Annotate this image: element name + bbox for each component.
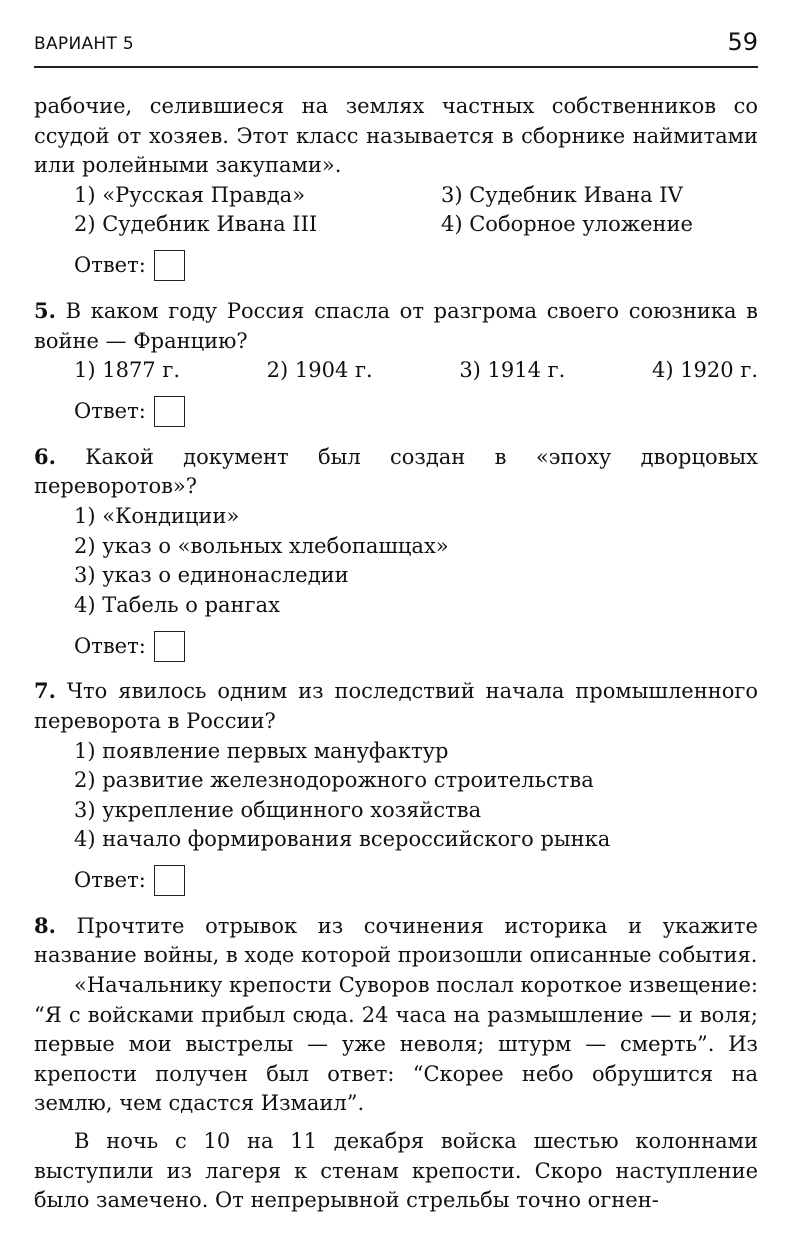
question-text: Прочтите отрывок из сочинения историка и укажите название войны, в ходе которой произошли описанные события. (34, 913, 758, 968)
option: 4) Табель о рангах (74, 592, 280, 617)
q6-options (34, 502, 758, 620)
answer-box[interactable] (154, 865, 185, 896)
intro-text: рабочие, селившиеся на землях частных собственников со ссудой от хозяев. Этот класс называется в сборнике наймитами или ролейными закупами». (34, 94, 758, 178)
answer-row (74, 392, 758, 432)
option: 1) «Русская Правда» (74, 182, 306, 207)
option: 3) Судебник Ивана IV (441, 182, 683, 207)
option: 3) 1914 г. (459, 358, 566, 383)
option: 3) указ о единонаследии (74, 563, 349, 588)
passage-paragraph: «Начальнику крепости Суворов послал короткое извещение: “Я с войсками прибыл сюда. 24 часа на размышление — и воля; первые мои выстрелы — уже неволя; штурм — смерть”. Из крепости получен был ответ: “Скорее небо обрушится на землю, чем сдастся Измаил”. (34, 973, 758, 1116)
answer-row (74, 861, 758, 901)
question-number: 8. (34, 912, 56, 938)
question-5 (34, 296, 758, 356)
option: 4) 1920 г. (651, 358, 758, 383)
option: 4) Соборное уложение (441, 212, 693, 237)
option: 2) указ о «вольных хлебопашцах» (74, 533, 449, 558)
question-text: Что явилось одним из последствий начала промышленного переворота в России? (34, 679, 758, 733)
intro-options (34, 181, 758, 240)
option: 1) 1877 г. (74, 358, 181, 383)
question-6 (34, 442, 758, 502)
question-8 (34, 911, 758, 971)
question-number: 6. (34, 443, 56, 469)
page-header (34, 22, 758, 68)
option: 1) «Кондиции» (74, 503, 240, 528)
answer-box[interactable] (154, 250, 185, 281)
passage-paragraph: В ночь с 10 на 11 декабря войска шестью колоннами выступили из лагеря к стенам крепости. Скоро наступление было замечено. От непрерывной стрельбы точно огнен- (34, 1129, 758, 1213)
q5-options (34, 356, 758, 386)
answer-label: Ответ: (74, 868, 146, 893)
q7-options (34, 737, 758, 855)
page-number: 59 (727, 28, 758, 56)
page-content (34, 92, 758, 1216)
question-text: В каком году Россия спасла от разгрома своего союзника в войне — Францию? (34, 298, 758, 353)
option: 4) начало формирования всероссийского рынка (74, 827, 611, 852)
answer-box[interactable] (154, 396, 185, 427)
question-number: 7. (34, 678, 56, 704)
option: 2) Судебник Ивана III (74, 212, 318, 237)
answer-row (74, 246, 758, 286)
running-head: ВАРИАНТ 5 (34, 34, 134, 54)
option: 1) появление первых мануфактур (74, 738, 449, 763)
answer-label: Ответ: (74, 633, 146, 658)
question-text: Какой документ был создан в «эпоху дворцовых переворотов»? (34, 444, 758, 499)
option: 2) развитие железнодорожного строительства (74, 768, 594, 793)
answer-row (74, 626, 758, 666)
question-7 (34, 676, 758, 736)
question-number: 5. (34, 297, 56, 323)
answer-box[interactable] (154, 631, 185, 662)
answer-label: Ответ: (74, 253, 146, 278)
answer-label: Ответ: (74, 398, 146, 423)
option: 3) укрепление общинного хозяйства (74, 797, 482, 822)
option: 2) 1904 г. (266, 358, 373, 383)
